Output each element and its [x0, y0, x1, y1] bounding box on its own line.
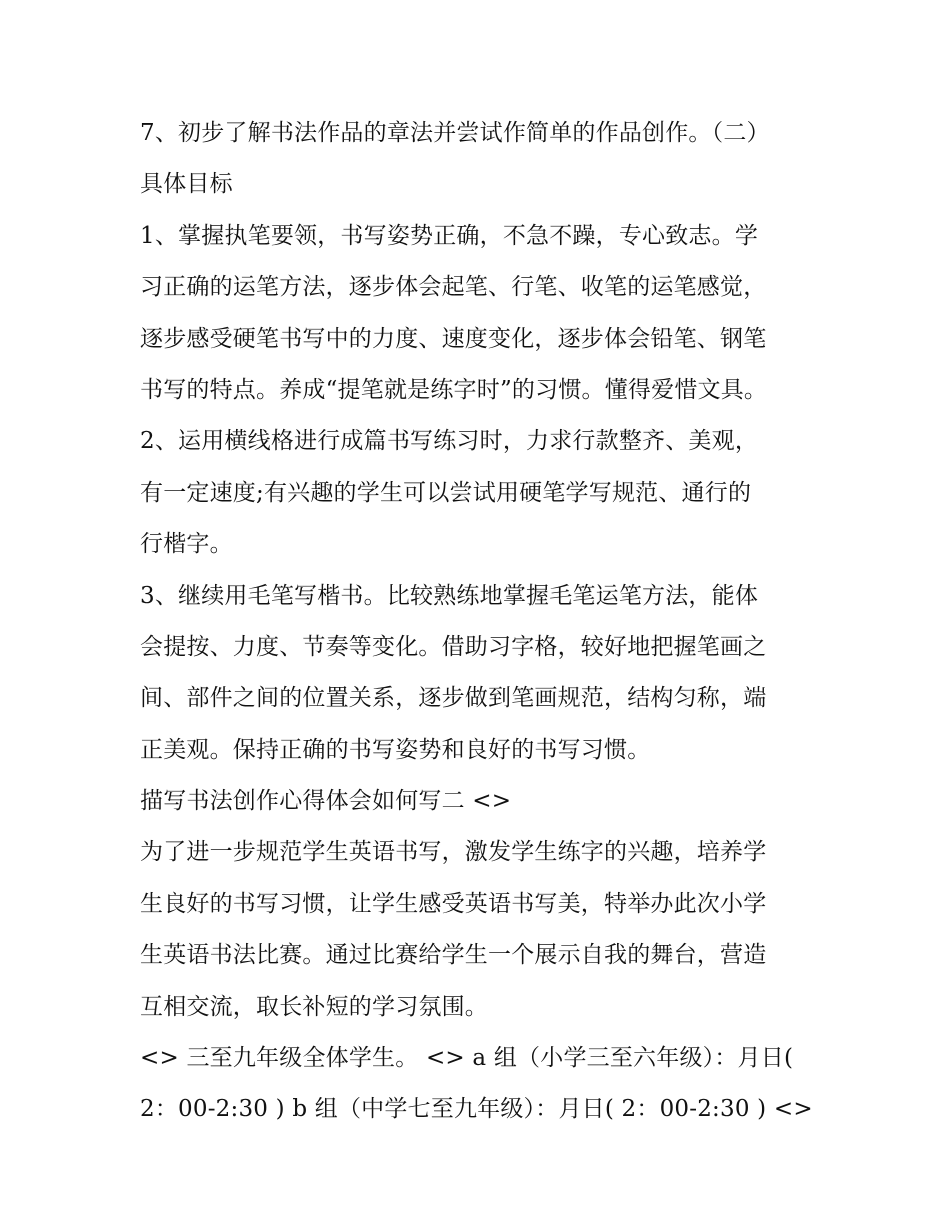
- document-body: [140, 108, 820, 1136]
- text-line: 书写的特点。养成“提笔就是练字时”的习惯。懂得爱惜文具。: [140, 376, 768, 403]
- text-line: 有一定速度;有兴趣的学生可以尝试用硬笔学写规范、通行的: [140, 479, 752, 506]
- text-line: 会提按、力度、节奏等变化。借助习字格，较好地把握笔画之: [140, 633, 767, 660]
- text-line: 间、部件之间的位置关系，逐步做到笔画规范，结构匀称，端: [140, 685, 767, 712]
- text-line: 2：00-2:30 ) b 组（中学七至九年级）：月日( 2：00-2:30 ) <>: [140, 1096, 813, 1123]
- text-line: 2、运用横线格进行成篇书写练习时，力求行款整齐、美观，: [140, 428, 759, 455]
- text-line: 行楷字。: [140, 531, 233, 558]
- text-line: 逐步感受硬笔书写中的力度、速度变化，逐步体会铅笔、钢笔: [140, 325, 767, 352]
- text-line: 正美观。保持正确的书写姿势和良好的书写习惯。: [140, 736, 651, 763]
- text-line: 1、掌握执笔要领，书写姿势正确，不急不躁，专心致志。学: [140, 222, 759, 249]
- section-heading: 描写书法创作心得体会如何写二 <>: [140, 788, 512, 815]
- text-line: 生良好的书写习惯，让学生感受英语书写美，特举办此次小学: [140, 890, 767, 917]
- text-line: 为了进一步规范学生英语书写，激发学生练字的兴趣，培养学: [140, 839, 767, 866]
- text-line: 生英语书法比赛。通过比赛给学生一个展示自我的舞台，营造: [140, 942, 767, 969]
- section-heading: 具体目标: [140, 171, 233, 198]
- text-line: 互相交流，取长补短的学习氛围。: [140, 993, 488, 1020]
- text-line: 3、继续用毛笔写楷书。比较熟练地掌握毛笔运笔方法，能体: [140, 582, 759, 609]
- text-line: 7、初步了解书法作品的章法并尝试作简单的作品创作。（二）: [140, 120, 770, 146]
- text-line: <> 三至九年级全体学生。 <> a 组（小学三至六年级）：月日(: [140, 1045, 794, 1072]
- text-line: 习正确的运笔方法，逐步体会起笔、行笔、收笔的运笔感觉，: [140, 274, 767, 301]
